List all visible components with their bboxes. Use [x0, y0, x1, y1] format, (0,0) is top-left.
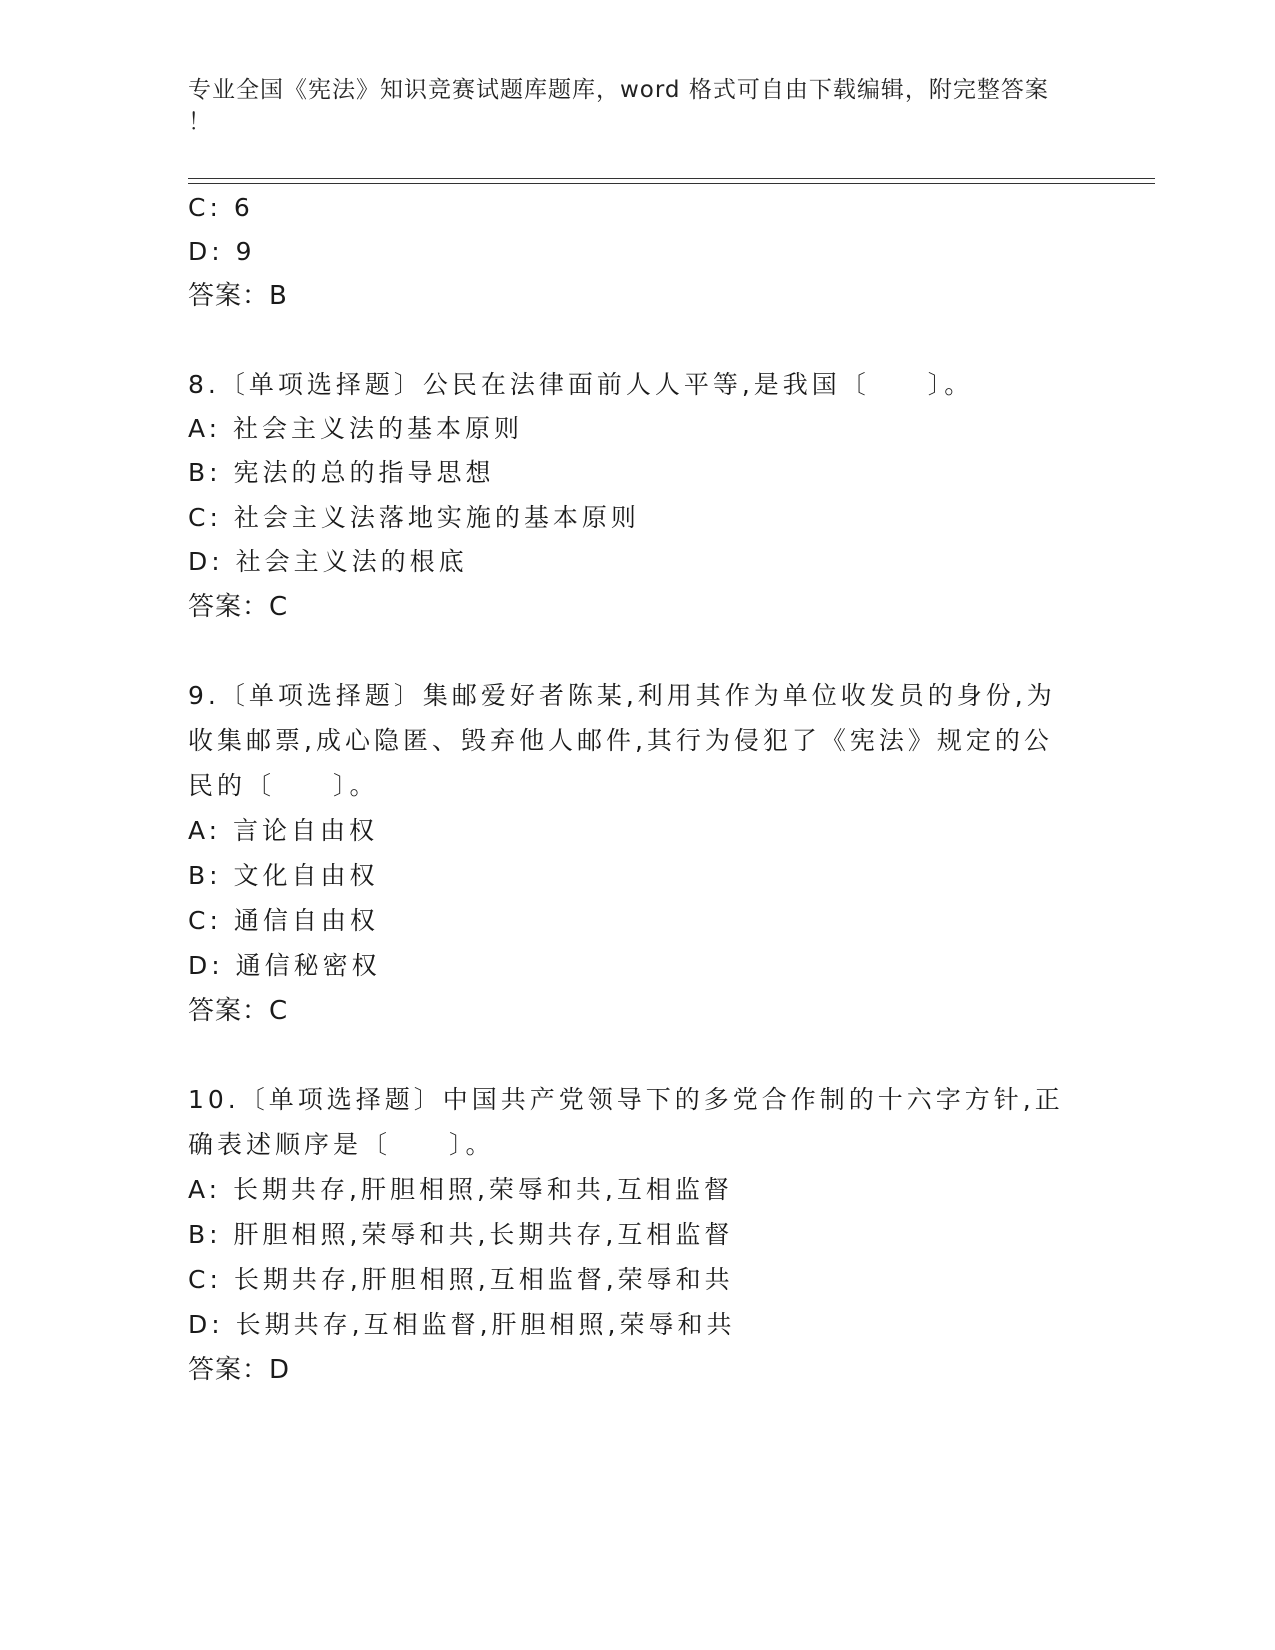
- q9-stem-line-3: 民的〔 〕。: [188, 771, 379, 800]
- q8-option-b: B: 宪法的总的指导思想: [188, 458, 495, 487]
- header-line-2: ！: [188, 109, 212, 135]
- header-divider-bottom: [188, 183, 1155, 184]
- q8-answer: 答案：C: [188, 592, 289, 622]
- header-divider-top: [188, 178, 1155, 179]
- header-line-1: 专业全国《宪法》知识竞赛试题库题库，word 格式可自由下载编辑，附完整答案: [188, 77, 1049, 103]
- q9-option-c: C: 通信自由权: [188, 906, 379, 935]
- q9-option-b: B: 文化自由权: [188, 861, 379, 890]
- q8-option-d: D: 社会主义法的根底: [188, 547, 468, 576]
- q8-option-c: C: 社会主义法落地实施的基本原则: [188, 503, 640, 532]
- q10-stem-line-1: 10.〔单项选择题〕中国共产党领导下的多党合作制的十六字方针,正: [188, 1085, 1064, 1114]
- q10-option-c: C: 长期共存,肝胆相照,互相监督,荣辱和共: [188, 1265, 734, 1294]
- q9-option-d: D: 通信秘密权: [188, 951, 381, 980]
- q10-stem-line-2: 确表述顺序是〔 〕。: [188, 1130, 495, 1159]
- q10-option-d: D: 长期共存,互相监督,肝胆相照,荣辱和共: [188, 1310, 736, 1339]
- q10-answer: 答案：D: [188, 1355, 291, 1385]
- q10-option-b: B: 肝胆相照,荣辱和共,长期共存,互相监督: [188, 1220, 734, 1249]
- prev-answer: 答案：B: [188, 281, 288, 311]
- prev-option-d: D: 9: [188, 237, 256, 266]
- q8-option-a: A: 社会主义法的基本原则: [188, 414, 524, 443]
- q8-stem: 8.〔单项选择题〕公民在法律面前人人平等,是我国〔 〕。: [188, 370, 974, 399]
- q9-option-a: A: 言论自由权: [188, 816, 379, 845]
- q10-option-a: A: 长期共存,肝胆相照,荣辱和共,互相监督: [188, 1175, 733, 1204]
- prev-option-c: C: 6: [188, 193, 254, 222]
- q9-answer: 答案：C: [188, 996, 289, 1026]
- document-header: [188, 74, 1068, 138]
- q9-stem-line-2: 收集邮票,成心隐匿、毁弃他人邮件,其行为侵犯了《宪法》规定的公: [188, 726, 1053, 755]
- q9-stem-line-1: 9.〔单项选择题〕集邮爱好者陈某,利用其作为单位收发员的身份,为: [188, 681, 1056, 710]
